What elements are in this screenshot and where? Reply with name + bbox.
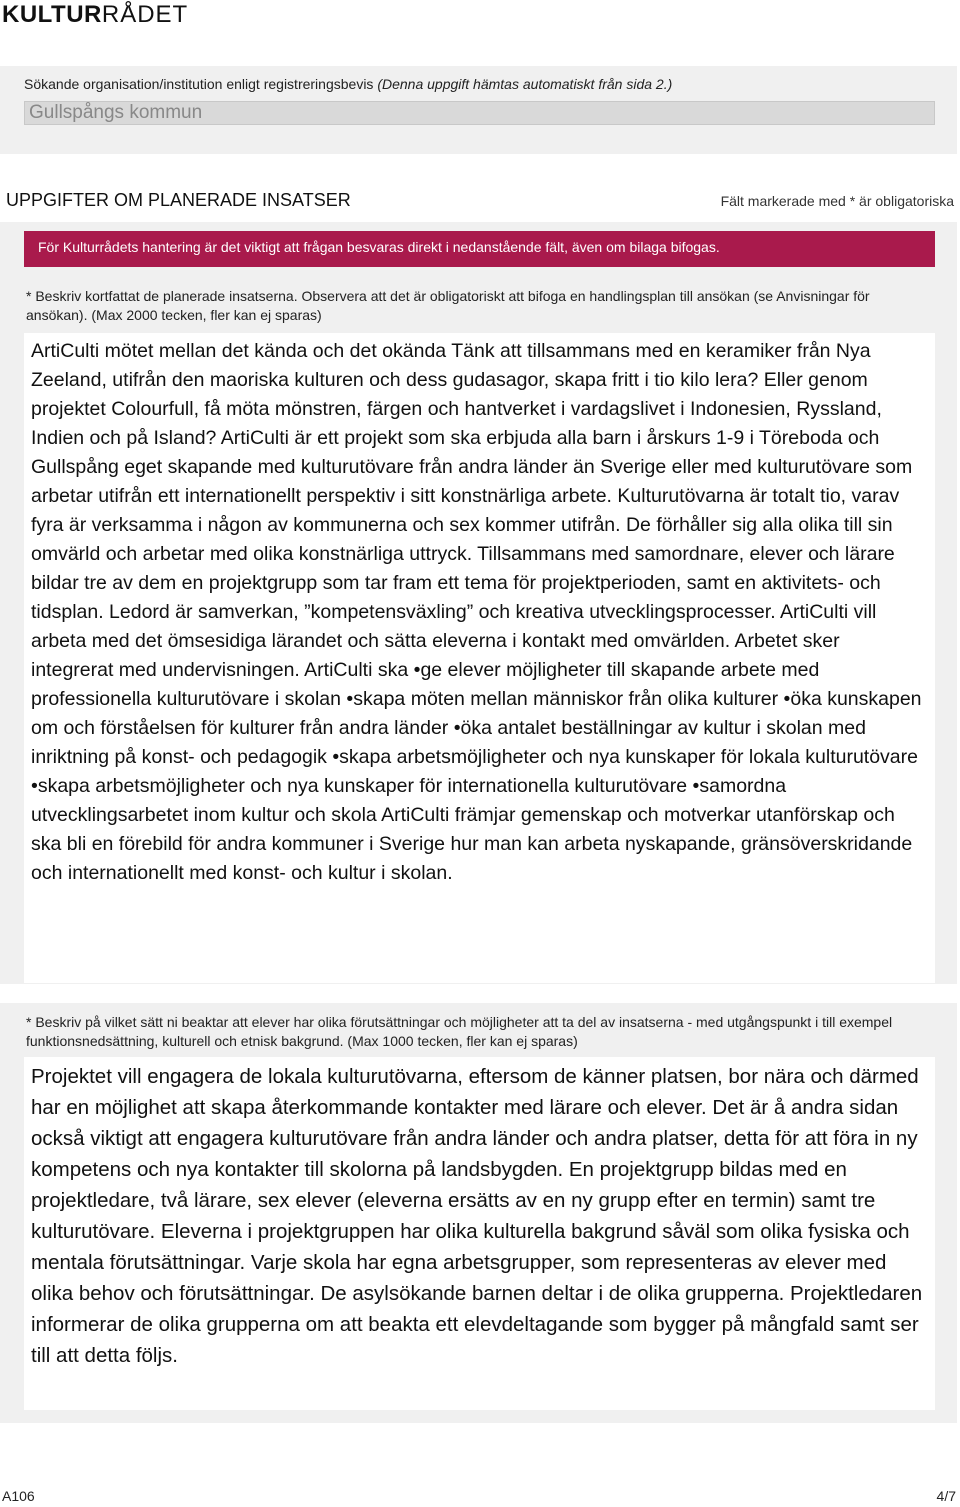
question1-label: * Beskriv kortfattat de planerade insatserna. Observera att det är obligatoriskt att bifoga en handlingsplan till ansökan (se Anvisningar för ansökan). (Max 2000 tecken, fler kan ej sparas)	[26, 288, 870, 323]
form-code: A106	[2, 1488, 35, 1504]
page-number: 4/7	[936, 1488, 956, 1504]
kulturradet-logo	[2, 2, 188, 28]
applicant-value-field: Gullspångs kommun	[24, 101, 935, 125]
applicant-label-note: (Denna uppgift hämtas automatiskt från sida 2.)	[377, 76, 673, 92]
question2-answer-field[interactable]: Projektet vill engagera de lokala kulturutövarna, eftersom de känner platsen, bor nära och därmed har en möjlighet att skapa återkommande kontakter med lärare och elever. Det är å andra sidan också viktigt att engagera kulturutövare från andra länder och andra platser, detta för att föra in ny kompetens och nya kontakter till skolorna på landsbygden. En projektgrupp bildas med en projektledare, två lärare, sex elever (eleverna ersätts av en ny grupp efter en termin) samt tre kulturutövare. Eleverna i projektgruppen har olika kulturella bakgrund såväl som olika fysiska och mentala förutsättningar. Varje skola har egna arbetsgrupper, som representeras av elever med olika behov och förutsättningar. De asylsökande barnen deltar i de olika grupperna. Projektledaren informerar de olika grupperna om att beakta ett elevdeltagande som bygger på mångfald samt ser till att detta följs.	[24, 1057, 935, 1410]
notice-bar: För Kulturrådets hantering är det viktigt att frågan besvaras direkt i nedanstående fält, även om bilaga bifogas.	[24, 231, 935, 267]
question2-label: * Beskriv på vilket sätt ni beaktar att elever har olika förutsättningar och möjligheter att ta del av insatserna - med utgångspunkt i till exempel funktionsnedsättning, kulturell och etnisk bakgrund. (Max 1000 tecken, fler kan ej sparas)	[26, 1014, 893, 1049]
question1-answer-field[interactable]: ArtiCulti mötet mellan det kända och det okända Tänk att tillsammans med en keramiker från Nya Zeeland, utifrån den maoriska kulturen och dess gudasagor, skapa fritt i tio kilo lera? Eller genom projektet Colourfull, få möta mönstren, färgen och hantverket i vardagslivet i Indonesien, Ryssland, Indien och på Island? ArtiCulti är ett projekt som ska erbjuda alla barn i årskurs 1-9 i Töreboda och Gullspång eget skapande med kulturutövare från andra länder än Sverige eller med kulturutövare som arbetar utifrån ett internationellt perspektiv i sitt konstnärliga arbete. Kulturutövarna är totalt tio, varav fyra är verksamma i någon av kommunerna och sex kommer utifrån. De förhåller sig alla olika till sin omvärld och arbetar med olika konstnärliga uttryck. Tillsammans med samordnare, elever och lärare bildar tre av dem en projektgrupp som tar fram ett tema för projektperioden, samt en aktivitets- och tidsplan. Ledord är samverkan, ”kompetensväxling” och kreativa utvecklingsprocesser. ArtiCulti vill arbeta med det ömsesidiga lärandet och sätta eleverna i kontakt med omvärlden. Arbetet sker integrerat med undervisningen. ArtiCulti ska •ge elever möjligheter till skapande arbete med professionella kulturutövare i skolan •skapa möten mellan människor från olika kulturer •öka kunskapen om och förståelsen för kulturer från andra länder •öka antalet beställningar av kultur i skolan med inriktning på konst- och pedagogik •skapa arbetsmöjligheter och nya kunskaper för lokala kulturutövare •skapa arbetsmöjligheter och nya kunskaper för internationella kulturutövare •samordna utvecklingsarbetet inom kultur och skola ArtiCulti främjar gemenskap och motverkar utanförskap och ska bli en förebild för andra kommuner i Sverige hur man kan arbeta nyskapande, gränsöverskridande och internationellt med konst- och kultur i skolan.	[24, 333, 935, 983]
required-fields-note: Fält markerade med * är obligatoriska	[720, 193, 954, 209]
applicant-label: Sökande organisation/institution enligt registreringsbevis (Denna uppgift hämtas automatiskt från sida 2.)	[24, 76, 673, 92]
applicant-section	[0, 66, 957, 154]
logo-bold-text: KULTUR	[2, 1, 102, 28]
logo-thin-text: RÅDET	[101, 1, 189, 28]
section-title: UPPGIFTER OM PLANERADE INSATSER	[6, 190, 351, 210]
